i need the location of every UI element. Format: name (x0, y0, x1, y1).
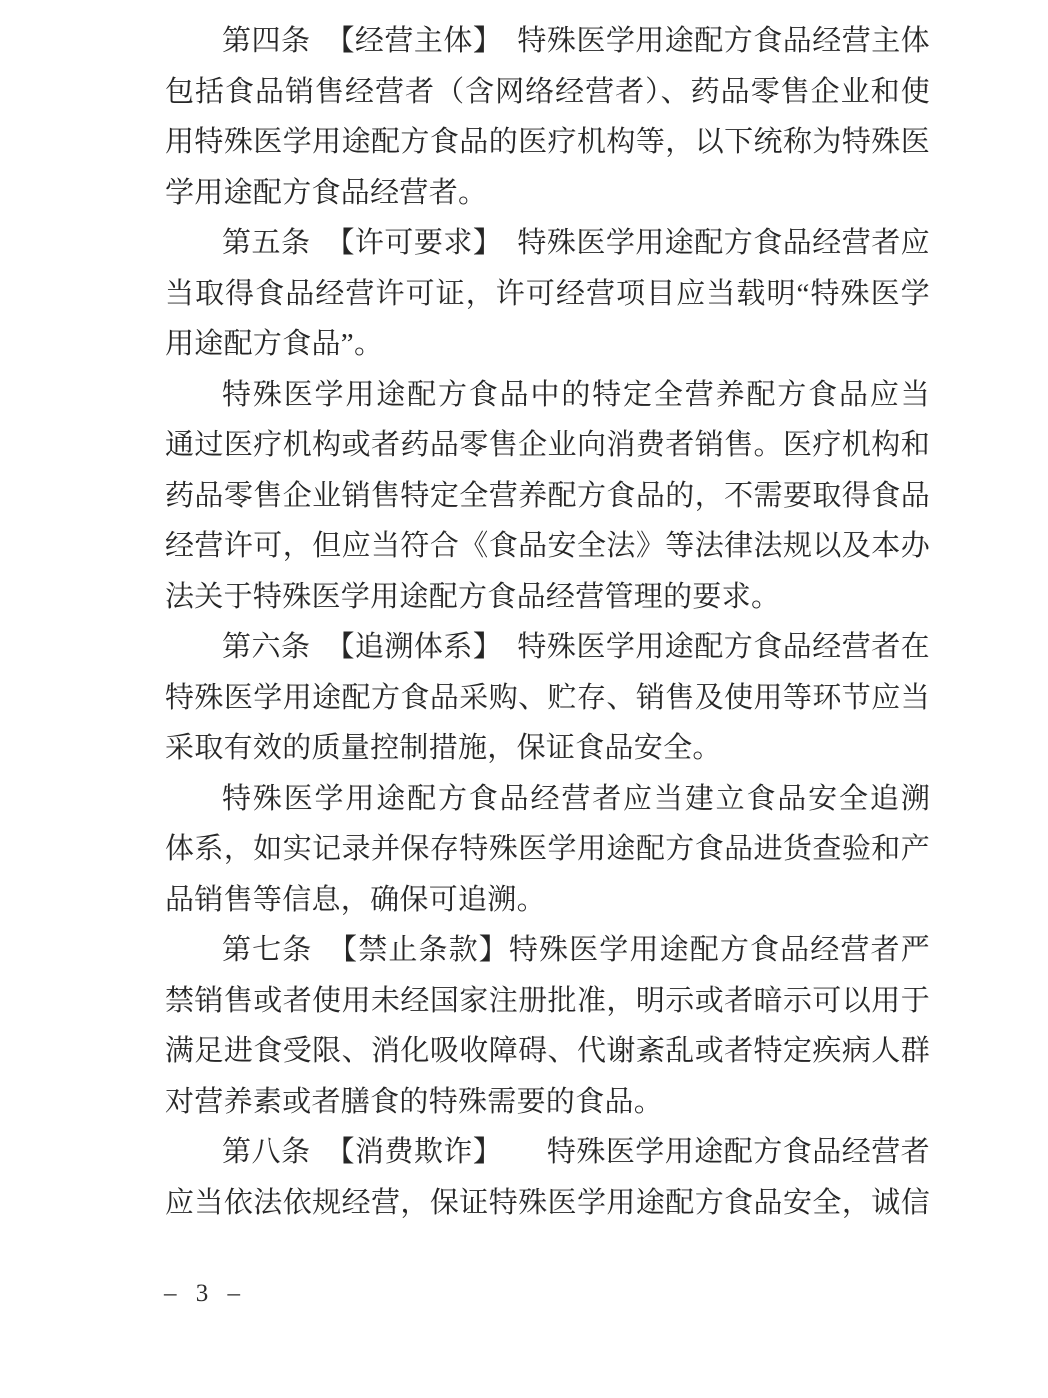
text-line: 第六条 【追溯体系】 特殊医学用途配方食品经营者在 (222, 631, 930, 663)
text-line: 对营养素或者膳食的特殊需要的食品。 (165, 1085, 664, 1118)
text-line: 满足进食受限、消化吸收障碍、代谢紊乱或者特定疾病人群 (165, 1035, 930, 1067)
text-line: 禁销售或者使用未经国家注册批准，明示或者暗示可以用于 (165, 984, 930, 1017)
text-line: 采取有效的质量控制措施，保证食品安全。 (165, 732, 722, 764)
text-line: 当取得食品经营许可证，许可经营项目应当载明“特殊医学 (165, 277, 930, 310)
text-line: 第四条 【经营主体】 特殊医学用途配方食品经营主体 (222, 25, 930, 57)
page-number: – 3 – (164, 1280, 243, 1307)
text-line: 经营许可，但应当符合《食品安全法》等法律法规以及本办 (165, 530, 930, 562)
text-line: 第八条 【消费欺诈】 特殊医学用途配方食品经营者 (222, 1136, 930, 1168)
text-line: 第五条 【许可要求】 特殊医学用途配方食品经营者应 (222, 227, 930, 259)
text-line: 通过医疗机构或者药品零售企业向消费者销售。医疗机构和 (165, 429, 930, 461)
text-line: 药品零售企业销售特定全营养配方食品的，不需要取得食品 (165, 479, 930, 512)
text-line: 第七条 【禁止条款】特殊医学用途配方食品经营者严 (222, 934, 930, 966)
text-line: 用途配方食品”。 (165, 328, 384, 360)
text-line: 品销售等信息，确保可追溯。 (165, 883, 546, 916)
text-line: 学用途配方食品经营者。 (165, 176, 488, 209)
document-body (165, 16, 930, 1228)
text-line: 特殊医学用途配方食品中的特定全营养配方食品应当 (222, 378, 930, 411)
text-line: 特殊医学用途配方食品经营者应当建立食品安全追溯 (222, 782, 930, 815)
text-line: 法关于特殊医学用途配方食品经营管理的要求。 (165, 580, 781, 613)
text-line: 包括食品销售经营者（含网络经营者）、药品零售企业和使 (165, 75, 930, 108)
text-line: 体系，如实记录并保存特殊医学用途配方食品进货查验和产 (165, 833, 930, 865)
text-line: 用特殊医学用途配方食品的医疗机构等，以下统称为特殊医 (165, 126, 930, 158)
text-line: 特殊医学用途配方食品采购、贮存、销售及使用等环节应当 (165, 681, 930, 714)
text-line: 应当依法依规经营，保证特殊医学用途配方食品安全，诚信 (165, 1186, 930, 1219)
